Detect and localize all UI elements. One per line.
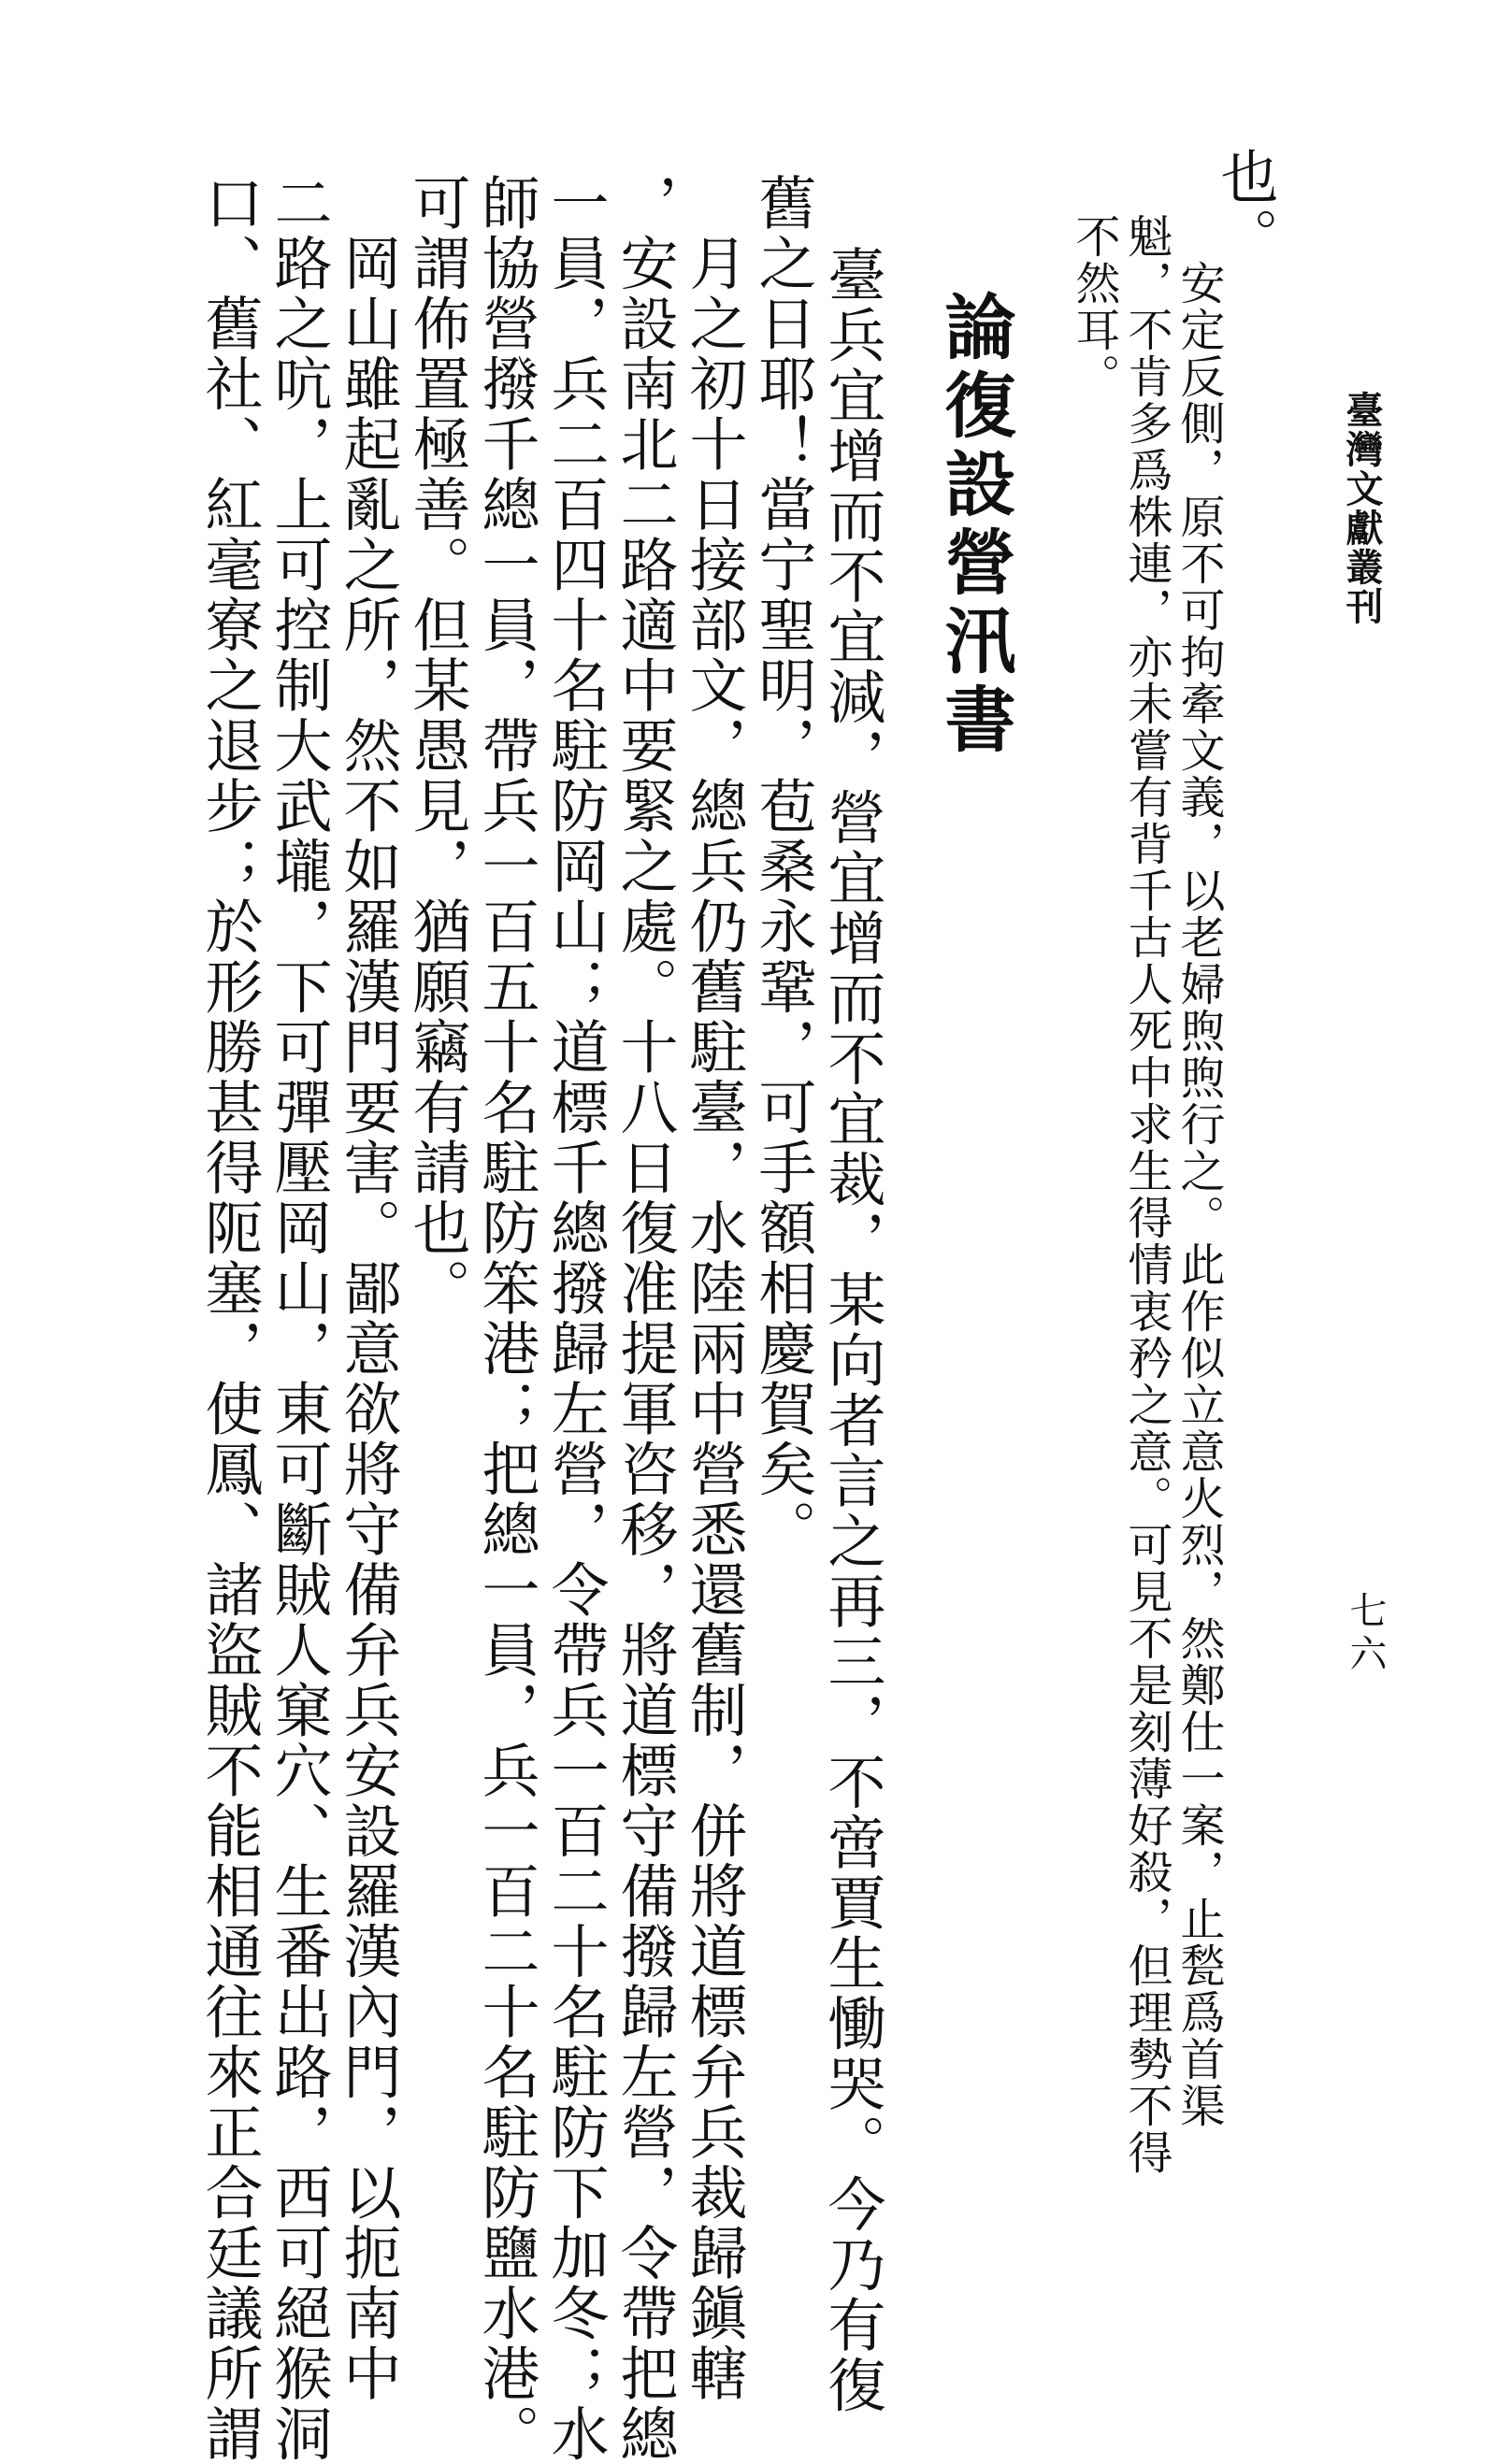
text-column-4: 不然耳。 <box>1068 213 1120 400</box>
text-column-11: 師協營撥千總一員，帶兵一百五十名駐防笨港；把總一員，兵一百二十名駐防鹽水港。 <box>472 173 540 2464</box>
text-column-12: 可謂佈置極善。但某愚見，猶願竊有請也。 <box>403 173 471 1319</box>
text-column-13: 岡山雖起亂之所，然不如羅漢門要害。鄙意欲將守備弁兵安設羅漢內門，以扼南中 <box>334 173 402 2404</box>
text-column-15: 口、舊社、紅毫寮之退步；於形勝甚得阨塞，使鳳、諸盜賊不能相通往來正合廷議所謂 <box>195 173 264 2464</box>
text-column-9: ，安設南北二路適中要緊之處。十八日復准提軍咨移，將道標守備撥歸左營，令帶把總 <box>611 173 679 2464</box>
text-column-8: 月之初十日接部文，總兵仍舊駐臺，水陸兩中營悉還舊制，併將道標弁兵裁歸鎭轄 <box>680 173 748 2404</box>
text-column-1: 也。 <box>1211 147 1279 267</box>
running-header-title: 臺灣文獻叢刊 <box>1340 391 1384 626</box>
text-column-3: 魁，不肯多爲株連，亦未嘗有背千古人死中求生得情衷矜之意。可見不是刻薄好殺，但理勢不得 <box>1120 213 1172 2176</box>
text-column-7: 舊之日耶！當宁聖明，苞桑永鞏，可手額相慶賀矣。 <box>749 173 817 1560</box>
text-column-14: 二路之吭，上可控制大武壠，下可彈壓岡山，東可斷賊人窠穴、生番出路，西可絕猴洞 <box>265 173 333 2464</box>
text-column-6: 臺兵宜增而不宜減，營宜增而不宜裁，某向者言之再三，不啻賈生慟哭。今乃有復 <box>818 245 886 2415</box>
text-column-10: 一員，兵二百四十名駐防岡山；道標千總撥歸左營，令帶兵一百二十名駐防下加冬；水 <box>541 173 610 2464</box>
text-column-2: 安定反側，原不可拘牽文義，以老婦煦煦行之。此作似立意火烈，然鄭仕一案，止甃爲首渠 <box>1172 213 1225 2129</box>
page-number: 七六 <box>1344 1591 1387 1677</box>
essay-title: 論復設營汛書 <box>933 290 1016 761</box>
